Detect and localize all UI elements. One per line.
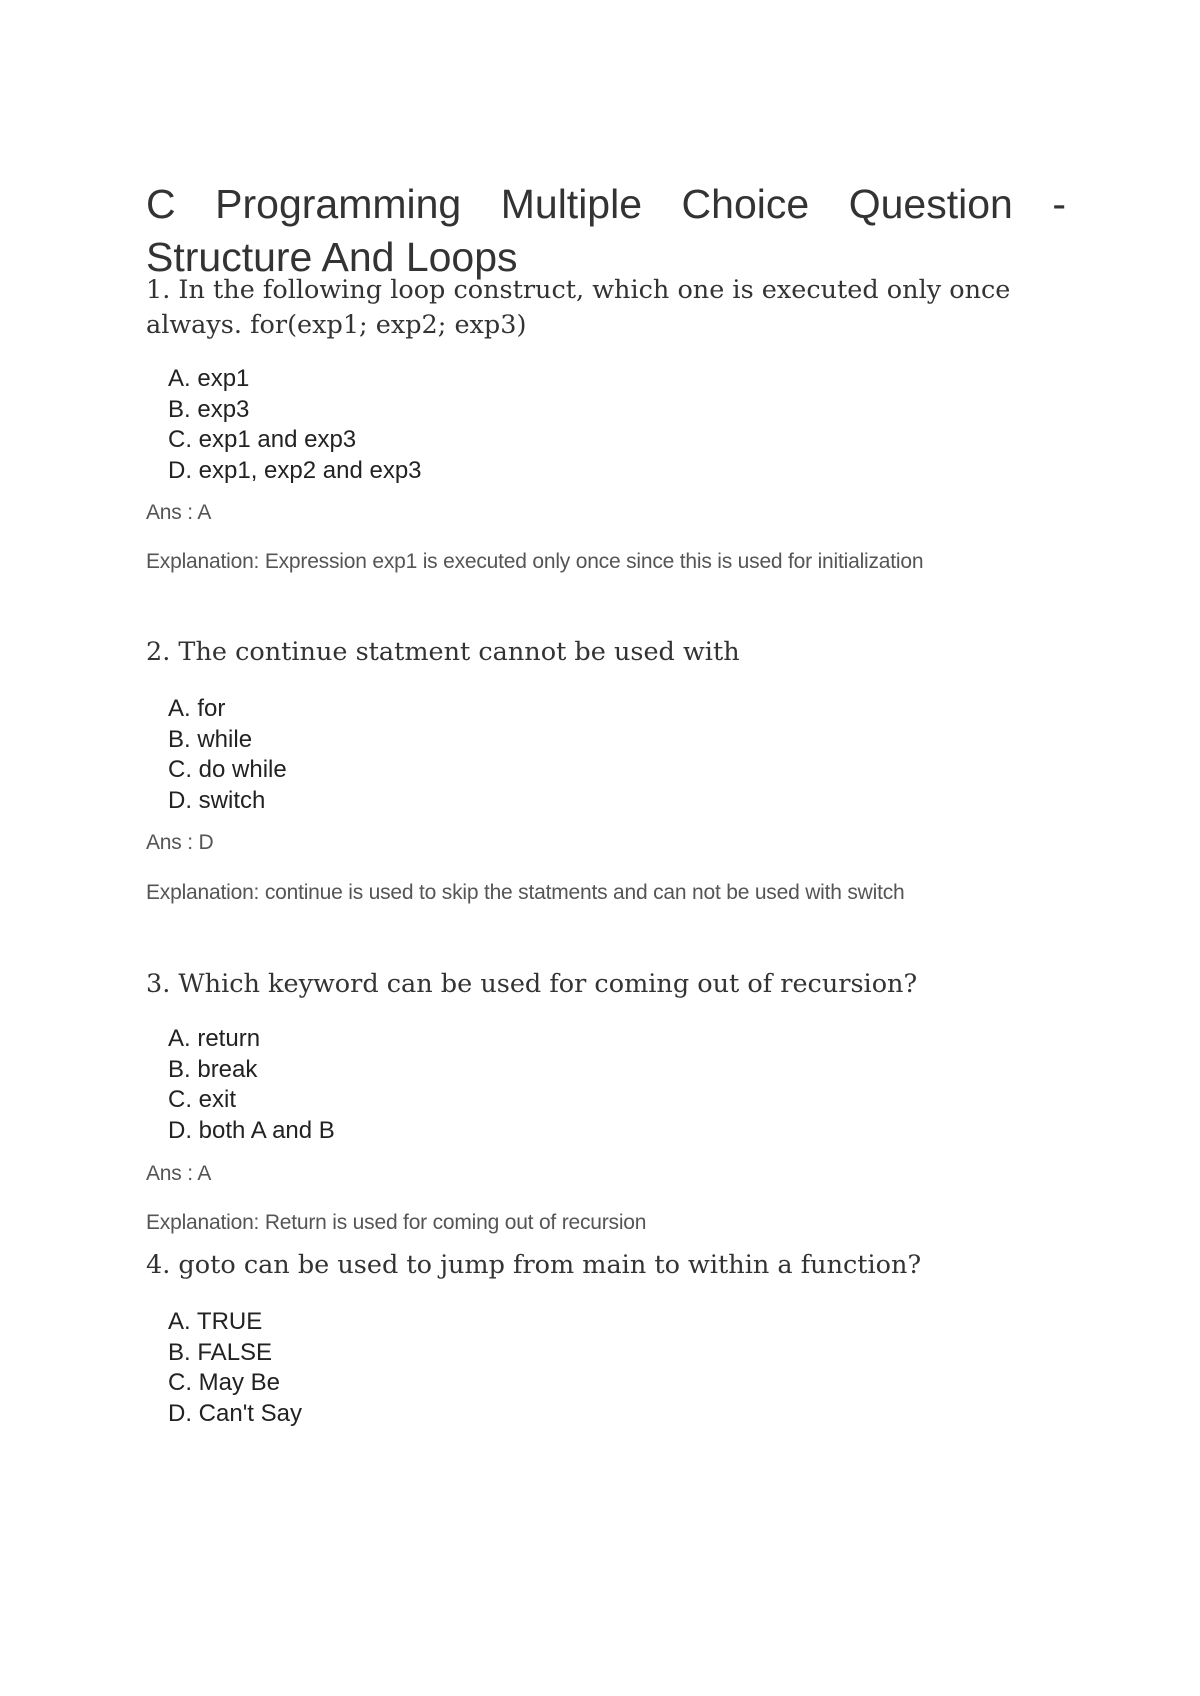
question-3-explanation: Explanation: Return is used for coming out of recursion	[146, 1211, 647, 1234]
option-1-d: D. exp1, exp2 and exp3	[168, 456, 422, 484]
question-1-answer: Ans : A	[146, 501, 212, 524]
option-2-b: B. while	[168, 725, 253, 753]
question-2-explanation: Explanation: continue is used to skip the statments and can not be used with switch	[146, 881, 905, 904]
question-1-explanation: Explanation: Expression exp1 is executed only once since this is used for initialization	[146, 550, 924, 573]
option-3-d: D. both A and B	[168, 1116, 335, 1144]
page-title	[146, 178, 1066, 284]
option-1-c: C. exp1 and exp3	[168, 426, 357, 453]
question-3-text: 3. Which keyword can be used for coming out of recursion?	[146, 969, 918, 999]
option-3-a: A. return	[168, 1025, 261, 1052]
title-line-2: Structure And Loops	[146, 234, 518, 280]
option-2-a: A. for	[168, 695, 226, 722]
option-4-b: B. FALSE	[168, 1338, 273, 1366]
question-4-text: 4. goto can be used to jump from main to within a function?	[146, 1250, 922, 1280]
option-1-b: B. exp3	[168, 395, 250, 423]
title-line-1: C Programming Multiple Choice Question -	[146, 181, 1066, 227]
option-4-c: C. May Be	[168, 1369, 281, 1396]
option-2-d: D. switch	[168, 786, 266, 814]
question-2-options	[168, 694, 287, 816]
option-1-a: A. exp1	[168, 365, 250, 392]
option-4-d: D. Can't Say	[168, 1399, 302, 1427]
option-2-c: C. do while	[168, 756, 287, 783]
question-3-answer: Ans : A	[146, 1162, 212, 1185]
option-4-a: A. TRUE	[168, 1308, 263, 1335]
question-2-text: 2. The continue statment cannot be used with	[146, 637, 740, 667]
question-2-answer: Ans : D	[146, 831, 214, 854]
option-3-c: C. exit	[168, 1086, 237, 1113]
option-3-b: B. break	[168, 1055, 258, 1083]
question-3-options	[168, 1024, 335, 1146]
question-1-options	[168, 364, 422, 486]
question-1-text: 1. In the following loop construct, which one is executed only once always. for(exp1; exp2; exp3)	[146, 275, 1011, 340]
question-4-options	[168, 1307, 302, 1429]
